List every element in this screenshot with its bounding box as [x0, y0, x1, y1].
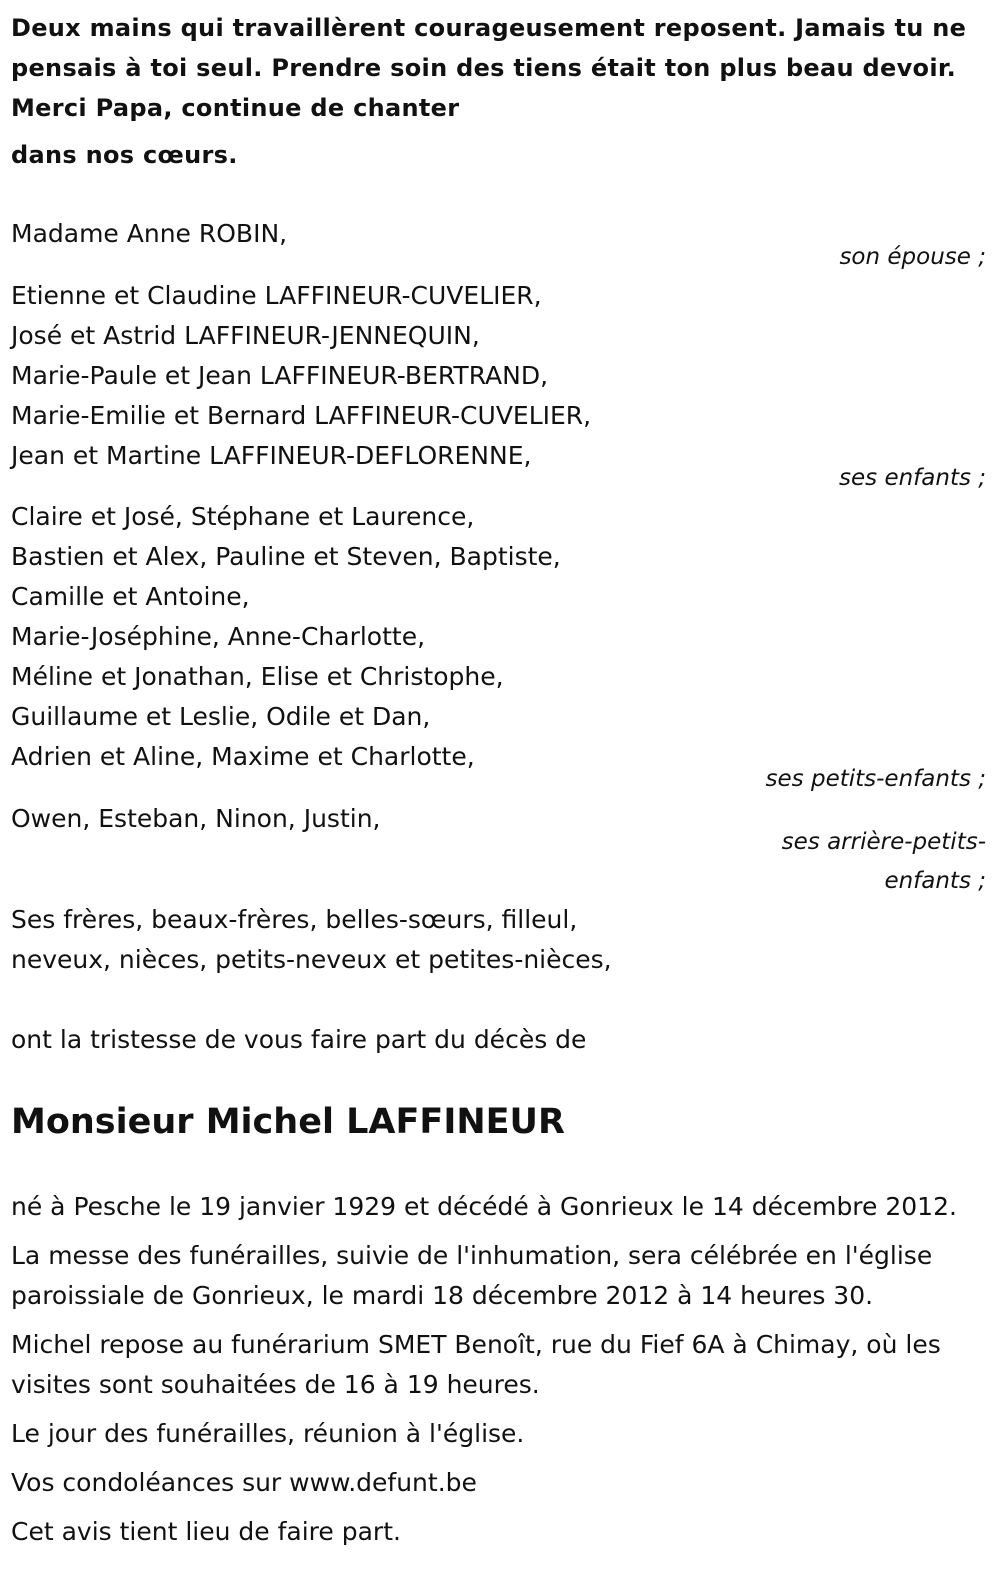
intro-verse-end: dans nos cœurs. — [11, 141, 238, 169]
children-role: ses enfants ; — [839, 465, 986, 491]
birth-death-text: né à Pesche le 19 janvier 1929 et décédé à Gonrieux le 14 décembre 2012. — [11, 1192, 957, 1221]
great-grandchildren-role-line2: enfants ; — [884, 868, 986, 894]
family-name-line: Guillaume et Leslie, Odile et Dan, — [11, 702, 431, 731]
family-name-line: Marie-Emilie et Bernard LAFFINEUR-CUVELIER, — [11, 401, 592, 430]
family-name-line: José et Astrid LAFFINEUR-JENNEQUIN, — [11, 321, 480, 350]
grandchildren-role: ses petits-enfants ; — [765, 766, 986, 792]
family-name-line: Marie-Joséphine, Anne-Charlotte, — [11, 622, 426, 651]
family-name-line: Etienne et Claudine LAFFINEUR-CUVELIER, — [11, 281, 542, 310]
spouse-list — [11, 214, 287, 254]
family-name-line: Owen, Esteban, Ninon, Justin, — [11, 804, 381, 833]
announcement-text: ont la tristesse de vous faire part du décès de — [11, 1025, 587, 1054]
great-grandchildren-role-line1: ses arrière-petits- — [781, 829, 986, 855]
intro-verse: Deux mains qui travaillèrent courageusement reposent. Jamais tu ne pensais à toi seul. Prendre soin des tiens était ton plus beau devoir. Merci Papa, continue de chanter — [11, 14, 967, 122]
notice-text: Cet avis tient lieu de faire part. — [11, 1517, 401, 1546]
family-name-line: Madame Anne ROBIN, — [11, 219, 288, 248]
children-list — [11, 276, 591, 476]
great-grandchildren-list — [11, 799, 380, 839]
grandchildren-list — [11, 497, 561, 777]
family-name-line: Adrien et Aline, Maxime et Charlotte, — [11, 742, 475, 771]
family-name-line: Jean et Martine LAFFINEUR-DEFLORENNE, — [11, 441, 532, 470]
family-name-line: Ses frères, beaux-frères, belles-sœurs, filleul, — [11, 905, 578, 934]
family-name-line: Bastien et Alex, Pauline et Steven, Baptiste, — [11, 542, 561, 571]
siblings-list — [11, 900, 612, 980]
spouse-role: son épouse ; — [839, 244, 986, 270]
family-name-line: neveux, nièces, petits-neveux et petites-nièces, — [11, 945, 612, 974]
family-name-line: Camille et Antoine, — [11, 582, 250, 611]
family-name-line: Marie-Paule et Jean LAFFINEUR-BERTRAND, — [11, 361, 549, 390]
funerarium-text: Michel repose au funérarium SMET Benoît, rue du Fief 6A à Chimay, où les visites sont souhaitées de 16 à 19 heures. — [11, 1330, 941, 1399]
deceased-name: Monsieur Michel LAFFINEUR — [11, 1102, 565, 1142]
funeral-text: La messe des funérailles, suivie de l'inhumation, sera célébrée en l'église paroissiale de Gonrieux, le mardi 18 décembre 2012 à 14 heures 30. — [11, 1241, 933, 1310]
family-name-line: Claire et José, Stéphane et Laurence, — [11, 502, 475, 531]
meeting-text: Le jour des funérailles, réunion à l'église. — [11, 1419, 525, 1448]
family-name-line: Méline et Jonathan, Elise et Christophe, — [11, 662, 504, 691]
condolences-text: Vos condoléances sur www.defunt.be — [11, 1468, 477, 1497]
